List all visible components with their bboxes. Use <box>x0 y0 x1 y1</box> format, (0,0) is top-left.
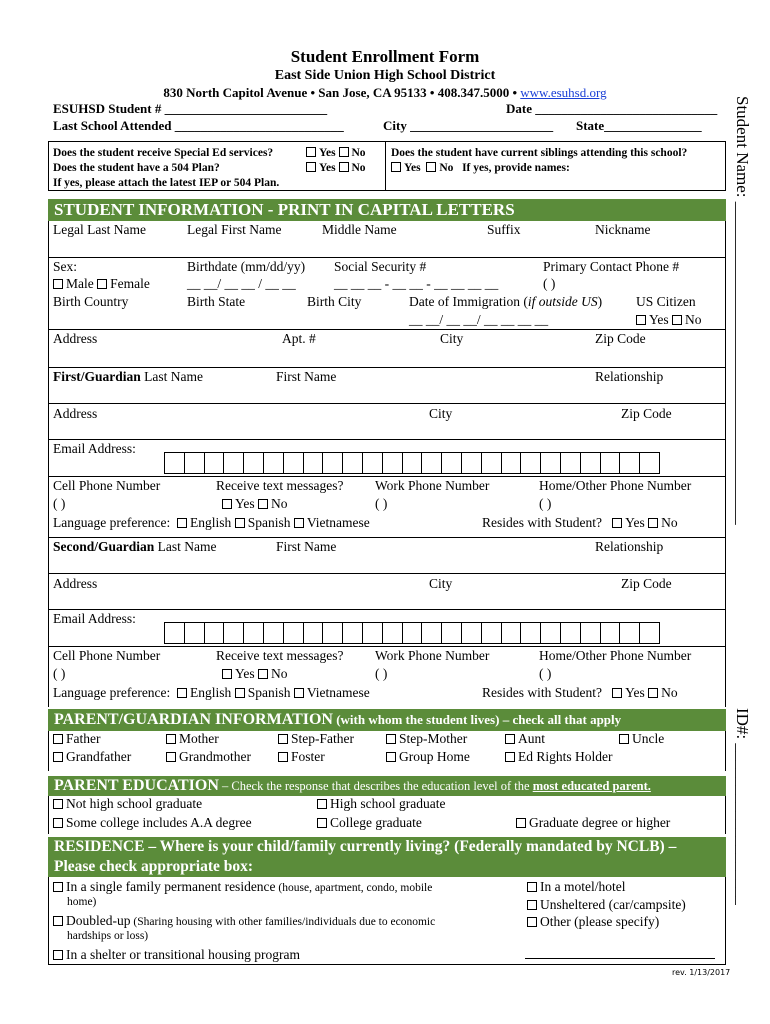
city-label[interactable]: City <box>440 331 464 346</box>
some-college-option[interactable]: Some college includes A.A degree <box>53 815 252 831</box>
zip-label[interactable]: Zip Code <box>595 331 646 346</box>
legal-first-name-label[interactable]: Legal First Name <box>187 222 282 237</box>
hs-option[interactable]: High school graduate <box>317 796 445 812</box>
city-field[interactable]: City ______________________ <box>383 118 554 133</box>
guardian1-address[interactable]: Address <box>53 406 98 421</box>
guardian1-email-label: Email Address: <box>53 441 136 456</box>
parent-info-header: PARENT/GUARDIAN INFORMATION (with whom the student lives) – check all that apply <box>48 709 726 731</box>
date-field[interactable]: Date ____________________________ <box>506 101 718 116</box>
guardian2-home-label: Home/Other Phone Number <box>539 648 692 663</box>
immigration-label: Date of Immigration (if outside US) <box>409 294 603 309</box>
website-link[interactable]: www.esuhsd.org <box>520 85 607 100</box>
guardian1-relationship[interactable]: Relationship <box>595 369 664 384</box>
guardian2-work-label: Work Phone Number <box>375 648 490 663</box>
guardian1-last-name[interactable]: First/Guardian Last Name <box>53 369 203 384</box>
student-name-side-field[interactable]: Student Name: ______________________________________ <box>733 96 752 525</box>
middle-name-label[interactable]: Middle Name <box>322 222 397 237</box>
district-name: East Side Union High School District <box>274 68 496 83</box>
guardian2-cell-label: Cell Phone Number <box>53 648 161 663</box>
college-option[interactable]: College graduate <box>317 815 422 831</box>
district-address: 830 North Capitol Avenue • San Jose, CA 95133 • 408.347.5000 • www.esuhsd.org <box>163 85 607 100</box>
residence-header: RESIDENCE – Where is your child/family currently living? (Federally mandated by NCLB) – Please check appropriate box: <box>48 837 726 877</box>
legal-last-name-label[interactable]: Legal Last Name <box>53 222 146 237</box>
uncle-option[interactable]: Uncle <box>619 731 664 747</box>
birthdate-label: Birthdate (mm/dd/yy) <box>187 259 306 274</box>
guardian1-first-name[interactable]: First Name <box>276 369 337 384</box>
guardian1-cell-field[interactable]: ( ) <box>53 496 66 511</box>
guardian1-work-field[interactable]: ( ) <box>375 496 388 511</box>
student-number-field[interactable]: ESUHSD Student # _________________________ <box>53 101 328 116</box>
mother-option[interactable]: Mother <box>166 731 219 747</box>
not-hs-option[interactable]: Not high school graduate <box>53 796 202 812</box>
plan504-options[interactable]: Yes No <box>306 162 366 174</box>
sex-label: Sex: <box>53 259 78 274</box>
guardian1-text-options[interactable]: Yes No <box>222 496 288 512</box>
group-home-option[interactable]: Group Home <box>386 749 470 765</box>
special-ed-options[interactable]: Yes No <box>306 147 366 159</box>
birth-city-label[interactable]: Birth City <box>307 294 362 309</box>
immigration-field[interactable]: __ __/ __ __/ __ __ __ __ <box>409 312 549 327</box>
doubled-up-option[interactable]: Doubled-up (Sharing housing with other families/individuals due to economic <box>53 913 435 929</box>
guardian2-city[interactable]: City <box>429 576 453 591</box>
guardian1-resides[interactable]: Resides with Student? Yes No <box>482 515 678 530</box>
us-citizen-label: US Citizen <box>636 294 696 309</box>
suffix-label[interactable]: Suffix <box>487 222 521 237</box>
guardian2-cell-field[interactable]: ( ) <box>53 666 66 681</box>
guardian2-text-options[interactable]: Yes No <box>222 666 288 682</box>
education-header: PARENT EDUCATION – Check the response that describes the education level of the most educated parent. <box>48 776 726 796</box>
ed-rights-option[interactable]: Ed Rights Holder <box>505 749 613 765</box>
plan504-question: Does the student have a 504 Plan? <box>53 162 220 174</box>
nickname-label[interactable]: Nickname <box>595 222 651 237</box>
guardian1-home-field[interactable]: ( ) <box>539 496 552 511</box>
special-ed-question: Does the student receive Special Ed services? <box>53 147 274 159</box>
guardian1-language[interactable]: Language preference: English Spanish Vietnamese <box>53 515 370 530</box>
guardian1-zip[interactable]: Zip Code <box>621 406 672 421</box>
guardian2-first-name[interactable]: First Name <box>276 539 337 554</box>
father-option[interactable]: Father <box>53 731 101 747</box>
revision-date: rev. 1/13/2017 <box>672 968 731 977</box>
guardian1-work-label: Work Phone Number <box>375 478 490 493</box>
primary-phone-field[interactable]: ( ) <box>543 276 556 291</box>
graduate-option[interactable]: Graduate degree or higher <box>516 815 670 831</box>
other-option[interactable]: Other (please specify) <box>527 914 659 930</box>
guardian2-work-field[interactable]: ( ) <box>375 666 388 681</box>
birth-country-label[interactable]: Birth Country <box>53 294 129 309</box>
form-title: Student Enrollment Form <box>290 47 480 66</box>
sex-options[interactable]: Male Female <box>53 276 150 292</box>
guardian2-home-field[interactable]: ( ) <box>539 666 552 681</box>
apt-label[interactable]: Apt. # <box>282 331 316 346</box>
aunt-option[interactable]: Aunt <box>505 731 545 747</box>
guardian1-email-grid[interactable] <box>165 452 660 474</box>
student-info-header: STUDENT INFORMATION - PRINT IN CAPITAL LETTERS <box>48 199 726 221</box>
motel-option[interactable]: In a motel/hotel <box>527 879 625 895</box>
single-family-cont: home) <box>67 896 97 908</box>
single-family-option[interactable]: In a single family permanent residence (house, apartment, condo, mobile <box>53 879 432 895</box>
id-side-field[interactable]: ID#: ___________________ <box>733 708 752 905</box>
stepfather-option[interactable]: Step-Father <box>278 731 354 747</box>
doubled-up-cont: hardships or loss) <box>67 930 149 942</box>
guardian1-text-label: Receive text messages? <box>216 478 344 493</box>
guardian2-email-label: Email Address: <box>53 611 136 626</box>
other-specify-line[interactable] <box>525 958 715 959</box>
unsheltered-option[interactable]: Unsheltered (car/campsite) <box>527 897 686 913</box>
last-school-field[interactable]: Last School Attended __________________________ <box>53 118 344 133</box>
birthdate-field[interactable]: __ __/ __ __ / __ __ <box>187 276 296 291</box>
guardian1-city[interactable]: City <box>429 406 453 421</box>
guardian2-resides[interactable]: Resides with Student? Yes No <box>482 685 678 700</box>
guardian2-zip[interactable]: Zip Code <box>621 576 672 591</box>
guardian2-language[interactable]: Language preference: English Spanish Vietnamese <box>53 685 370 700</box>
address-label[interactable]: Address <box>53 331 98 346</box>
attach-note: If yes, please attach the latest IEP or 504 Plan. <box>53 177 280 189</box>
guardian2-text-label: Receive text messages? <box>216 648 344 663</box>
guardian1-cell-label: Cell Phone Number <box>53 478 161 493</box>
guardian2-last-name[interactable]: Second/Guardian Last Name <box>53 539 217 554</box>
us-citizen-options[interactable]: Yes No <box>636 312 702 328</box>
guardian1-home-label: Home/Other Phone Number <box>539 478 692 493</box>
state-field[interactable]: State_______________ <box>576 118 702 133</box>
ssn-field[interactable]: __ __ __ - __ __ - __ __ __ __ <box>334 276 499 291</box>
birth-state-label[interactable]: Birth State <box>187 294 246 309</box>
siblings-question: Does the student have current siblings attending this school? <box>391 147 688 159</box>
foster-option[interactable]: Foster <box>278 749 325 765</box>
ssn-label: Social Security # <box>334 259 427 274</box>
primary-phone-label: Primary Contact Phone # <box>543 259 680 274</box>
guardian2-relationship[interactable]: Relationship <box>595 539 664 554</box>
guardian2-email-grid[interactable] <box>165 622 660 644</box>
siblings-options[interactable]: Yes No If yes, provide names: <box>391 162 570 174</box>
grandmother-option[interactable]: Grandmother <box>166 749 251 765</box>
stepmother-option[interactable]: Step-Mother <box>386 731 467 747</box>
grandfather-option[interactable]: Grandfather <box>53 749 131 765</box>
shelter-option[interactable]: In a shelter or transitional housing program <box>53 947 300 963</box>
guardian2-address[interactable]: Address <box>53 576 98 591</box>
